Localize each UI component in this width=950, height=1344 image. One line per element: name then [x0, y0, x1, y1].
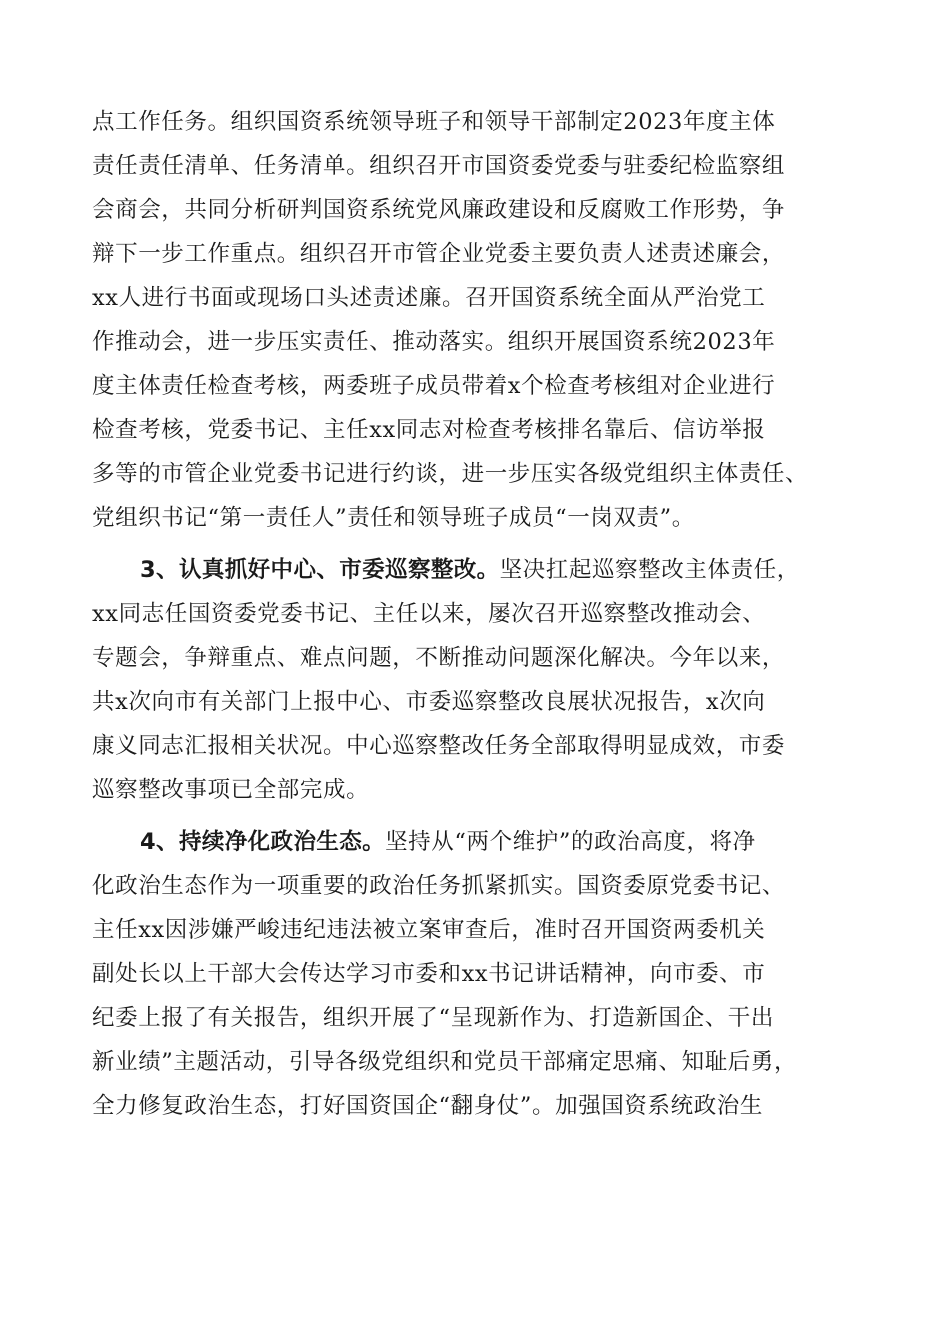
text-line: 纪委上报了有关报告，组织开展了“呈现新作为、打造新国企、干出 [92, 1005, 775, 1031]
text-run: 坚决扛起巡察整改主体责任， [499, 557, 800, 583]
text-line: 专题会，争辩重点、难点问题，不断推动问题深化解决。今年以来， [92, 645, 786, 671]
text-line: 党组织书记“第一责任人”责任和领导班子成员“一岗双责”。 [92, 505, 695, 531]
document-body [92, 100, 862, 1128]
text-line: 点工作任务。组织国资系统领导班子和领导干部制定2023年度主体 [92, 109, 776, 135]
text-line: 巡察整改事项已全部完成。 [92, 777, 370, 803]
text-line: 主任xx因涉嫌严峻违纪违法被立案审查后，准时召开国资两委机关 [92, 917, 766, 943]
text-line: 共x次向市有关部门上报中心、市委巡察整改良展状况报告，x次向 [92, 689, 766, 715]
text-line: 多等的市管企业党委书记进行约谈，进一步压实各级党组织主体责任、 [92, 461, 809, 487]
text-run: 坚持从“两个维护”的政治高度，将净 [385, 829, 756, 855]
text-line: xx人进行书面或现场口头述责述廉。召开国资系统全面从严治党工 [92, 285, 766, 311]
text-line: 责任责任清单、任务清单。组织召开市国资委党委与驻委纪检监察组 [92, 153, 786, 179]
text-line: 检查考核，党委书记、主任xx同志对检查考核排名靠后、信访举报 [92, 417, 766, 443]
text-line: 度主体责任检查考核，两委班子成员带着x个检查考核组对企业进行 [92, 373, 776, 399]
section-heading-3: 3、认真抓好中心、市委巡察整改。 [140, 557, 500, 583]
text-line: 会商会，共同分析研判国资系统党风廉政建设和反腐败工作形势，争 [92, 197, 786, 223]
text-line: 辩下一步工作重点。组织召开市管企业党委主要负责人述责述廉会， [92, 241, 786, 267]
text-line: 康义同志汇报相关状况。中心巡察整改任务全部取得明显成效，市委 [92, 733, 786, 759]
paragraph-political-ecology [92, 820, 862, 1128]
text-line: 副处长以上干部大会传达学习市委和xx书记讲话精神，向市委、市 [92, 961, 766, 987]
paragraph-first-line [92, 548, 862, 592]
paragraph-first-line [92, 820, 862, 864]
paragraph-responsibility-lists [92, 100, 862, 540]
text-line: 新业绩”主题活动，引导各级党组织和党员干部痛定思痛、知耻后勇， [92, 1049, 798, 1075]
text-line: 化政治生态作为一项重要的政治任务抓紧抓实。国资委原党委书记、 [92, 873, 786, 899]
text-line: 作推动会，进一步压实责任、推动落实。组织开展国资系统2023年 [92, 329, 776, 355]
text-line: xx同志任国资委党委书记、主任以来，屡次召开巡察整改推动会、 [92, 601, 766, 627]
text-line: 全力修复政治生态，打好国资国企“翻身仗”。加强国资系统政治生 [92, 1093, 764, 1119]
paragraph-inspection-rectification [92, 548, 862, 812]
section-heading-4: 4、持续净化政治生态。 [140, 829, 386, 855]
